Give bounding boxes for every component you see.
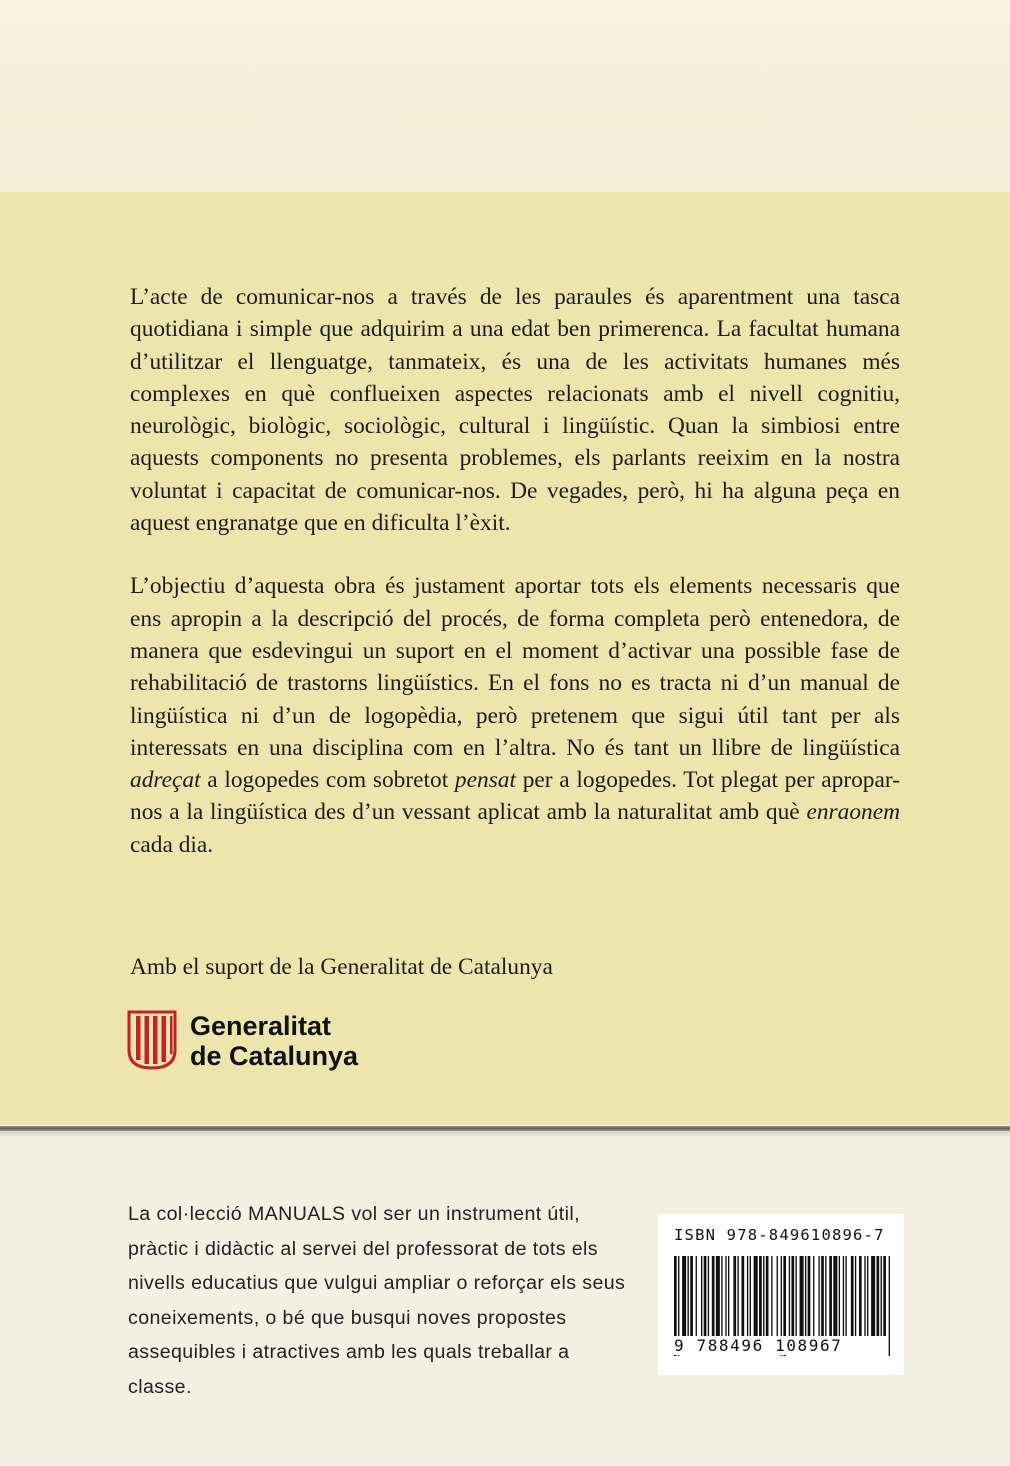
logo-line-2: de Catalunya xyxy=(190,1041,359,1071)
logo-wordmark xyxy=(190,1011,358,1071)
collection-line: assequibles i atractives amb les quals treballar a xyxy=(128,1341,570,1364)
cover-top-band xyxy=(0,0,1010,192)
blurb-paragraph-1: L’acte de comunicar-nos a través de les paraules és aparentment una tasca quotidiana i simple que adquirim a una edat ben primerenca. La facultat humana d’utilitzar el llenguatge, tanmateix, és una de les activitats humanes més complexes en què conflueixen aspectes relacionats amb el nivell cognitiu, neurològic, biològic, sociològic, cultural i lingüístic. Quan la simbiosi entre aquests components no presenta problemes, els parlants reeixim en la nostra voluntat i capacitat de comunicar-nos. De vegades, però, hi ha alguna peça en aquest engranatge que en dificulta l’èxit. xyxy=(130,284,900,537)
barcode-digits xyxy=(672,1336,892,1355)
collection-line: pràctic i didàctic al servei del professorat de tots els xyxy=(128,1237,598,1260)
blurb-paragraph-2-part-b: a logopedes com sobretot xyxy=(200,767,455,794)
blurb-paragraph-2-part-a: L’objectiu d’aquesta obra és justament aportar tots els elements necessaris que ens apropin a la descripció del procés, de forma completa però entenedora, de manera que esdevingui un suport en el moment d’activar una possible fase de rehabilitació de trastorns lingüístics. En el fons no es tracta ni d’un manual de lingüística ni d’un de logopèdia, però pretenem que sigui útil tant per als interessats en una disciplina com en l’altra. No és tant un llibre de lingüística xyxy=(130,573,900,761)
blurb-paragraph-2-part-c: per a logopedes. Tot plegat per apropar-nos a la lingüística des d’un vessant aplicat amb la naturalitat amb què xyxy=(130,767,900,826)
emphasis-adrecat: adreçat xyxy=(130,767,201,794)
blurb-paragraph-2 xyxy=(130,570,900,861)
barcode-digits-text: 9 788496 108967 xyxy=(674,1336,843,1355)
blurb-paragraph-2-part-d: cada dia. xyxy=(130,831,214,858)
back-cover-blurb xyxy=(130,281,900,861)
collection-line: coneixements, o bé que busqui noves propostes xyxy=(128,1306,567,1329)
senyera-emblem-icon xyxy=(126,1010,178,1070)
generalitat-logo xyxy=(126,1010,426,1072)
isbn-label: ISBN 978-849610896-7 xyxy=(674,1226,885,1244)
collection-line: La col·lecció MANUALS vol ser un instrument útil, xyxy=(128,1203,580,1225)
collection-line: classe. xyxy=(128,1375,192,1398)
isbn-barcode xyxy=(658,1214,904,1375)
emphasis-pensat: pensat xyxy=(454,767,516,794)
collection-description xyxy=(128,1197,648,1405)
divider-shadow xyxy=(0,1131,1010,1137)
logo-line-1: Generalitat xyxy=(190,1011,332,1041)
emphasis-enraonem: enraonem xyxy=(806,799,900,826)
collection-line: nivells educatius que vulgui ampliar o reforçar els seus xyxy=(128,1272,626,1295)
support-credit: Amb el suport de la Generalitat de Catalunya xyxy=(130,954,553,980)
